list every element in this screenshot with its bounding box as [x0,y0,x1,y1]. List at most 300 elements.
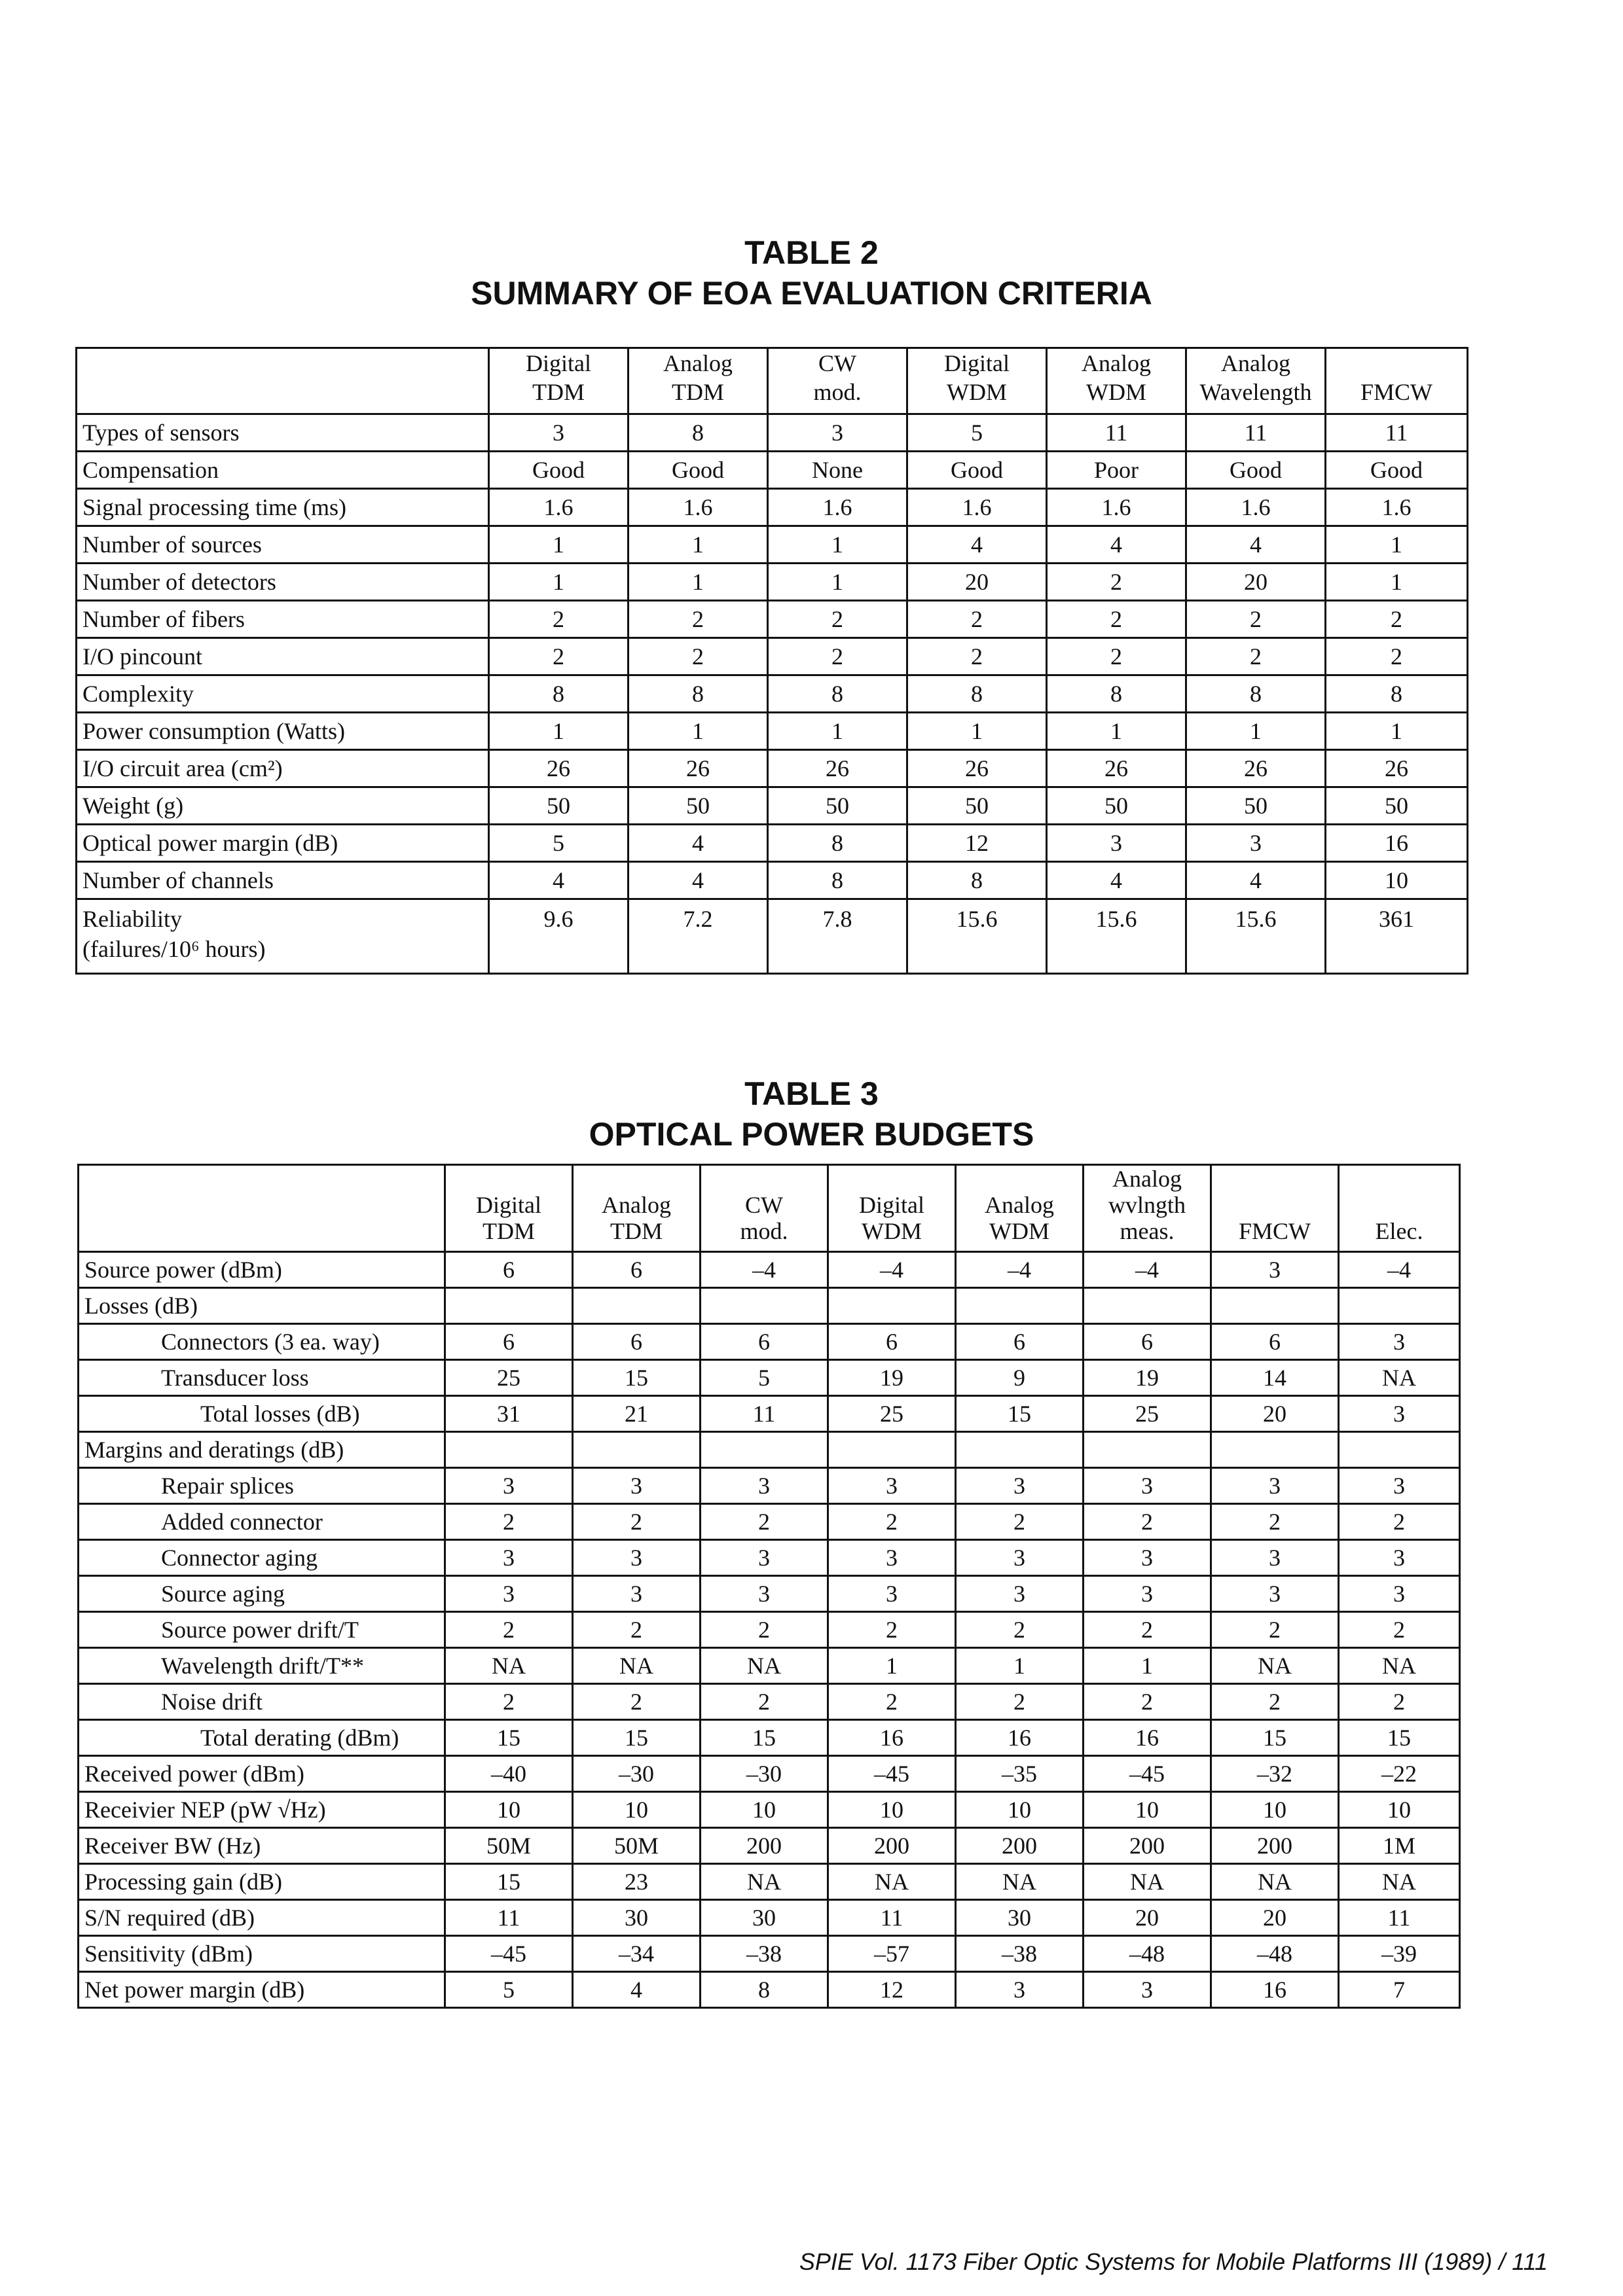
table-cell [573,1432,701,1468]
table-row [79,1828,1460,1864]
table-cell: 11 [828,1900,956,1936]
table-cell: 7 [1339,1972,1460,2008]
table-cell: 4 [1047,862,1186,899]
column-header-line: TDM [610,1218,663,1244]
table-row [79,1972,1460,2008]
table-cell: 1 [828,1648,956,1684]
table-cell: 3 [1339,1324,1460,1360]
column-header-line: TDM [483,1218,535,1244]
table-cell: 15 [1339,1720,1460,1756]
table-cell: 16 [1211,1972,1339,2008]
table-cell: 2 [907,601,1047,638]
row-label: Total derating (dBm) [79,1720,445,1756]
table-cell: 7.2 [629,899,768,974]
table-cell: 2 [445,1504,573,1540]
table-row [79,1432,1460,1468]
table-cell: 3 [956,1468,1084,1504]
column-header-line: WDM [1086,379,1146,405]
table-cell: 11 [1047,414,1186,452]
row-label: Margins and deratings (dB) [79,1432,445,1468]
table-row [79,1252,1460,1288]
table-cell [1084,1432,1211,1468]
row-label: Noise drift [79,1684,445,1720]
column-header-line [1217,1166,1332,1192]
table-cell: 21 [573,1396,701,1432]
table-cell: 14 [1211,1360,1339,1396]
column-header-line: FMCW [1238,1218,1311,1244]
table-cell: 11 [1339,1900,1460,1936]
table-cell: 3 [768,414,907,452]
row-label: Number of channels [77,862,489,899]
column-header-line [1345,1192,1453,1218]
table-cell: 3 [1084,1972,1211,2008]
table3-column-header [445,1165,573,1252]
table-cell [573,1288,701,1324]
table-cell: 9.6 [489,899,629,974]
column-header-line: Digital [859,1192,924,1218]
row-label: Net power margin (dB) [79,1972,445,2008]
table-cell: NA [1339,1360,1460,1396]
table-cell: –45 [1084,1756,1211,1792]
row-label: Optical power margin (dB) [77,825,489,862]
table-cell: 10 [445,1792,573,1828]
table2-header-row [77,348,1468,414]
table-cell: 3 [1084,1576,1211,1612]
table-cell: 50M [573,1828,701,1864]
table3-column-header [828,1165,956,1252]
table-cell [956,1288,1084,1324]
column-header-line [1217,1192,1332,1218]
table-cell: 1.6 [1186,489,1326,526]
row-label: Total losses (dB) [79,1396,445,1432]
column-header-line: Analog [602,1192,671,1218]
column-header-line: WDM [862,1218,922,1244]
table-cell: 50 [1047,787,1186,825]
table-cell: 11 [445,1900,573,1936]
column-header-line [834,1166,949,1192]
column-header-line: Elec. [1375,1218,1423,1244]
row-label: Number of sources [77,526,489,564]
table-cell: 1 [629,526,768,564]
row-label: Connector aging [79,1540,445,1576]
table3 [77,1164,1461,2009]
table-row [77,787,1468,825]
table-cell: 8 [489,675,629,713]
table-cell: 200 [1084,1828,1211,1864]
table-cell: 1 [1084,1648,1211,1684]
table-cell: 10 [573,1792,701,1828]
table-cell: 15 [573,1720,701,1756]
table-cell: 15.6 [1047,899,1186,974]
row-label [77,899,489,974]
table-cell: 1.6 [1047,489,1186,526]
table2-column-header [768,348,907,414]
table-cell: 25 [828,1396,956,1432]
table-cell: NA [573,1648,701,1684]
column-header-line: WDM [947,379,1007,405]
table-cell [701,1432,828,1468]
table-cell: 11 [1326,414,1468,452]
column-header-line: WDM [989,1218,1049,1244]
table-cell: 1 [956,1648,1084,1684]
table-cell: 4 [629,825,768,862]
table-cell: 1 [768,564,907,601]
table-cell: 3 [701,1468,828,1504]
table-cell: NA [445,1648,573,1684]
table-cell: 3 [1186,825,1326,862]
table-cell: 15 [956,1396,1084,1432]
table-cell: 26 [1326,750,1468,787]
table-cell: 50 [1186,787,1326,825]
table-row [79,1864,1460,1900]
table-cell: –4 [1339,1252,1460,1288]
table-cell: 20 [1211,1396,1339,1432]
table-cell: 3 [1211,1252,1339,1288]
table3-title [0,1073,1623,1155]
table-cell: –4 [1084,1252,1211,1288]
table-cell: Good [1326,452,1468,489]
row-label: Wavelength drift/T** [79,1648,445,1684]
table-cell: 15.6 [907,899,1047,974]
table-cell: 12 [828,1972,956,2008]
table-cell: 200 [828,1828,956,1864]
table-cell: Good [1186,452,1326,489]
table-cell [445,1432,573,1468]
table-cell: 23 [573,1864,701,1900]
row-label: Number of fibers [77,601,489,638]
table-cell: 4 [1047,526,1186,564]
table-cell: 2 [445,1612,573,1648]
column-header-line: Digital [526,350,591,376]
table-cell: 12 [907,825,1047,862]
row-label-line: Reliability [82,906,182,932]
table-cell: –22 [1339,1756,1460,1792]
table-cell: 26 [907,750,1047,787]
table-row [79,1756,1460,1792]
table-cell [1339,1288,1460,1324]
table-cell: 11 [701,1396,828,1432]
row-label: Added connector [79,1504,445,1540]
table-cell: 1.6 [489,489,629,526]
table-cell: 1M [1339,1828,1460,1864]
table-cell: 50 [768,787,907,825]
column-header-line: CW [745,1192,783,1218]
table-row [79,1468,1460,1504]
table-cell: 5 [907,414,1047,452]
table-cell: 8 [768,675,907,713]
table-cell: –35 [956,1756,1084,1792]
column-header-line: Analog [663,350,733,376]
table-cell: None [768,452,907,489]
table-cell: 25 [445,1360,573,1396]
table-cell: 2 [828,1612,956,1648]
table2-title [0,232,1623,314]
table-cell: 16 [828,1720,956,1756]
table-row [77,414,1468,452]
table-cell: NA [1211,1648,1339,1684]
table-cell: Poor [1047,452,1186,489]
table2-header-corner [77,348,489,414]
table3-column-header [1084,1165,1211,1252]
table-row [79,1612,1460,1648]
table-cell: 2 [1211,1684,1339,1720]
table-cell: 200 [956,1828,1084,1864]
table-cell: –32 [1211,1756,1339,1792]
table-cell: 1 [1326,564,1468,601]
table-cell: 8 [768,862,907,899]
table3-column-header [701,1165,828,1252]
table-cell: 2 [629,601,768,638]
column-header-line: meas. [1120,1218,1175,1244]
table-cell: –39 [1339,1936,1460,1972]
table-row [77,638,1468,675]
column-header-line: Analog [1221,350,1290,376]
table-row [79,1900,1460,1936]
table-cell: 6 [573,1324,701,1360]
table-row-reliability [77,899,1468,974]
row-label: Transducer loss [79,1360,445,1396]
table-row [79,1360,1460,1396]
column-header-line: wvlngth [1108,1192,1186,1218]
table-cell: 30 [573,1900,701,1936]
table-cell: –34 [573,1936,701,1972]
table-cell: 3 [489,414,629,452]
row-label: I/O circuit area (cm²) [77,750,489,787]
table-cell: 50 [907,787,1047,825]
column-header-line [451,1166,566,1192]
table-row [79,1684,1460,1720]
table-cell: 50M [445,1828,573,1864]
row-label: Complexity [77,675,489,713]
table-cell: –48 [1084,1936,1211,1972]
table-row [79,1648,1460,1684]
table-cell: 26 [1047,750,1186,787]
table-cell: 3 [1339,1576,1460,1612]
table-cell: 10 [1326,862,1468,899]
table2-column-header [1186,348,1326,414]
table-row [77,750,1468,787]
table-row [77,675,1468,713]
table-cell: 2 [445,1684,573,1720]
row-label: Number of detectors [77,564,489,601]
table-cell: NA [701,1648,828,1684]
table-cell: 2 [1047,564,1186,601]
table-cell: 2 [1186,638,1326,675]
column-header-line [579,1166,694,1192]
table-cell: 2 [1326,638,1468,675]
table-cell: 6 [1084,1324,1211,1360]
table-cell: 2 [1339,1504,1460,1540]
table-cell: 15 [445,1864,573,1900]
row-label: Receivier NEP (pW √Hz) [79,1792,445,1828]
table3-header-corner [79,1165,445,1252]
table-cell [828,1432,956,1468]
table-cell: 2 [956,1612,1084,1648]
column-header-line [1332,349,1461,378]
row-label-line: (failures/10⁶ hours) [82,936,266,962]
table2-title-line1: TABLE 2 [744,234,879,271]
column-header-line: FMCW [1360,379,1433,405]
table-cell [828,1288,956,1324]
table2-column-header [489,348,629,414]
table-cell: 2 [828,1684,956,1720]
table-cell: 1 [489,564,629,601]
table-cell: –38 [701,1936,828,1972]
table-cell: 3 [1084,1468,1211,1504]
table-cell: 50 [489,787,629,825]
row-label: Source power drift/T [79,1612,445,1648]
table-cell: Good [629,452,768,489]
table-cell: –40 [445,1756,573,1792]
table-cell: 3 [445,1576,573,1612]
table3-title-line1: TABLE 3 [744,1075,879,1112]
table-row [79,1396,1460,1432]
table3-column-header [1339,1165,1460,1252]
table-cell: –57 [828,1936,956,1972]
table-cell [956,1432,1084,1468]
table-cell: 3 [828,1576,956,1612]
table-cell [1339,1432,1460,1468]
table-cell: 9 [956,1360,1084,1396]
column-header-line: Digital [476,1192,541,1218]
column-header-line: Wavelength [1199,379,1312,405]
table-cell: 15.6 [1186,899,1326,974]
table-cell [1211,1288,1339,1324]
table-cell: 361 [1326,899,1468,974]
table-cell: 20 [907,564,1047,601]
table-cell: 1 [1326,526,1468,564]
column-header-line: mod. [813,379,862,405]
table-cell: –45 [828,1756,956,1792]
table-row [77,564,1468,601]
table-row [77,489,1468,526]
row-label: Sensitivity (dBm) [79,1936,445,1972]
table-cell: 1 [629,564,768,601]
table3-column-header [1211,1165,1339,1252]
table-row [79,1324,1460,1360]
table-cell: 6 [445,1252,573,1288]
table-cell: 3 [1211,1540,1339,1576]
table-cell: 8 [1186,675,1326,713]
table-row [77,452,1468,489]
table-cell: 5 [489,825,629,862]
table-cell: 2 [828,1504,956,1540]
table-cell: 15 [701,1720,828,1756]
table-cell: 10 [828,1792,956,1828]
table-cell [701,1288,828,1324]
table-cell: 1 [907,713,1047,750]
table-cell: 2 [768,601,907,638]
table-cell: 2 [1211,1612,1339,1648]
column-header-line: mod. [740,1218,788,1244]
table-row [77,713,1468,750]
table-row [77,601,1468,638]
table-cell: 10 [956,1792,1084,1828]
table-cell: 200 [1211,1828,1339,1864]
row-label: Connectors (3 ea. way) [79,1324,445,1360]
table-cell: 2 [629,638,768,675]
table3-column-header [573,1165,701,1252]
table-cell: 1 [1186,713,1326,750]
table-cell: 2 [1047,638,1186,675]
table-cell: 2 [573,1504,701,1540]
table-row [79,1720,1460,1756]
table-cell: 6 [445,1324,573,1360]
table-cell: 2 [489,601,629,638]
table-cell: 8 [1047,675,1186,713]
table-cell: –48 [1211,1936,1339,1972]
column-header-line [1345,1166,1453,1192]
table-row [79,1936,1460,1972]
table-cell: 2 [573,1684,701,1720]
table-row [79,1576,1460,1612]
table2-title-line2: SUMMARY OF EOA EVALUATION CRITERIA [471,275,1152,312]
table-cell: 8 [907,862,1047,899]
table-row [77,825,1468,862]
table-cell: 20 [1084,1900,1211,1936]
table-cell: 3 [573,1468,701,1504]
table-cell: 3 [1084,1540,1211,1576]
table-cell: 3 [828,1540,956,1576]
table-cell: NA [956,1864,1084,1900]
row-label: Source aging [79,1576,445,1612]
table-cell: 200 [701,1828,828,1864]
table-row [79,1540,1460,1576]
table-cell: NA [1339,1648,1460,1684]
column-header-line: TDM [532,379,585,405]
row-label: Repair splices [79,1468,445,1504]
table-cell: 26 [768,750,907,787]
table-cell: 1 [629,713,768,750]
table-cell [1211,1432,1339,1468]
table-cell: 6 [573,1252,701,1288]
column-header-line: Analog [985,1192,1054,1218]
table-cell: 2 [1084,1684,1211,1720]
table-row [77,862,1468,899]
table-cell: 3 [445,1540,573,1576]
table-cell: NA [828,1864,956,1900]
table-cell: 16 [1326,825,1468,862]
row-label: Compensation [77,452,489,489]
table-cell: 5 [701,1360,828,1396]
row-label: Receiver BW (Hz) [79,1828,445,1864]
table-cell: 30 [701,1900,828,1936]
table-cell: 19 [1084,1360,1211,1396]
table-cell: 8 [629,414,768,452]
table-cell: 1.6 [768,489,907,526]
table-cell: 5 [445,1972,573,2008]
table-cell: 3 [701,1576,828,1612]
table-cell: 2 [1084,1504,1211,1540]
table2-column-header [1326,348,1468,414]
table-cell: 3 [573,1576,701,1612]
table-cell: 1 [489,713,629,750]
table-cell: –4 [701,1252,828,1288]
table-cell: 6 [956,1324,1084,1360]
table-cell: NA [701,1864,828,1900]
table-cell: 1 [768,526,907,564]
table-cell: 20 [1211,1900,1339,1936]
table-cell: Good [489,452,629,489]
table-cell: 2 [1211,1504,1339,1540]
table-cell: 15 [445,1720,573,1756]
table-cell: 50 [1326,787,1468,825]
table-cell: 3 [1339,1468,1460,1504]
column-header-line [706,1166,822,1192]
table-cell: 2 [489,638,629,675]
table-cell: 16 [1084,1720,1211,1756]
table3-title-line2: OPTICAL POWER BUDGETS [589,1116,1034,1153]
